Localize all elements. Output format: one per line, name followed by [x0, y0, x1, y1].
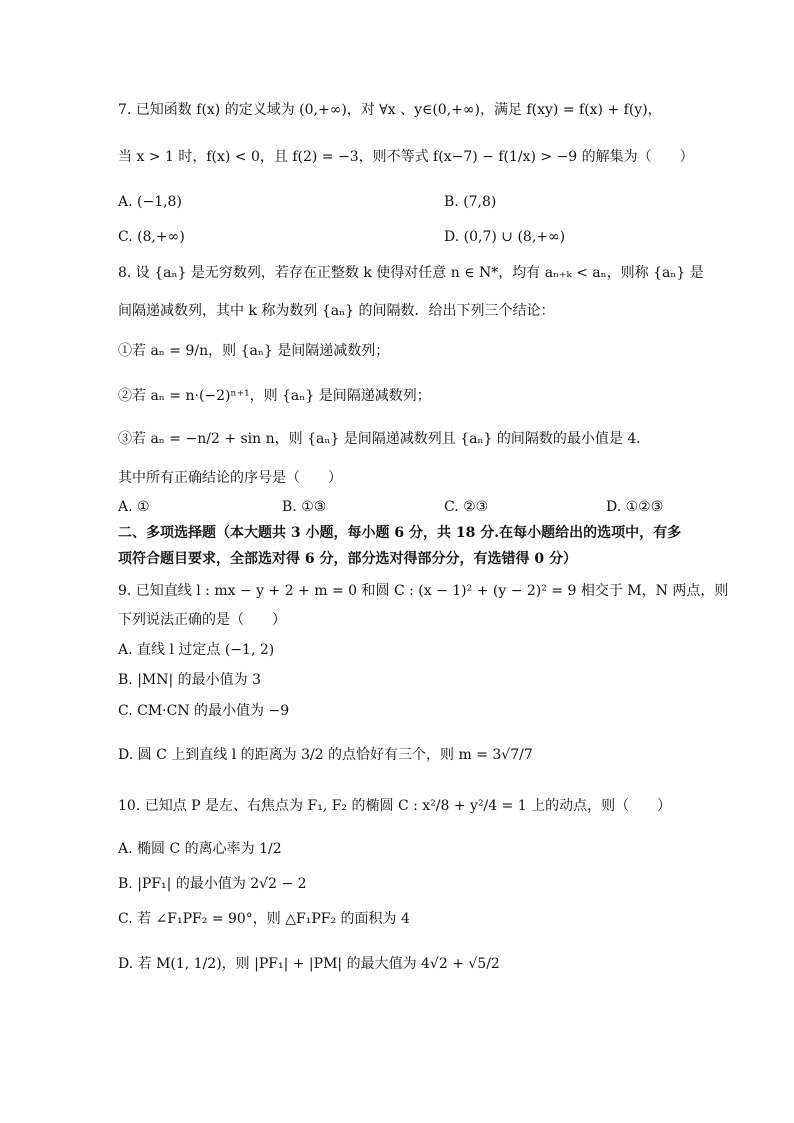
q9-stem-line2: 下列说法正确的是（ ） — [118, 612, 286, 628]
q7-stem-line2: 当 x > 1 时，f(x) < 0，且 f(2) = −3，则不等式 f(x−7) − f(1/x) > −9 的解集为（ ） — [118, 149, 694, 165]
q8-conclusion-1: ①若 aₙ = 9/n，则 {aₙ} 是间隔递减数列； — [118, 343, 390, 359]
q10-option-a: A. 椭圆 C 的离心率为 1/2 — [118, 841, 282, 857]
q8-stem-line1: 8. 设 {aₙ} 是无穷数列，若存在正整数 k 使得对任意 n ∈ N*，均有 aₙ₊ₖ < aₙ，则称 {aₙ} 是 — [118, 265, 704, 281]
q8-option-d: D. ①②③ — [606, 499, 664, 515]
q10-option-b: B. |PF₁| 的最小值为 2√2 − 2 — [118, 876, 307, 892]
q9-option-b: B. |MN| 的最小值为 3 — [118, 672, 262, 688]
q8-ask: 其中所有正确结论的序号是（ ） — [118, 470, 342, 486]
q7-stem-line1: 7. 已知函数 f(x) 的定义域为 (0,+∞)，对 ∀x 、y∈(0,+∞)，满足 f(xy) = f(x) + f(y)， — [118, 102, 662, 118]
section2-heading-line2: 项符合题目要求，全部选对得 6 分，部分选对得部分分，有选错得 0 分） — [118, 551, 577, 567]
q8-conclusion-2: ②若 aₙ = n·(−2)ⁿ⁺¹，则 {aₙ} 是间隔递减数列； — [118, 388, 431, 404]
q10-option-d: D. 若 M(1, 1/2)，则 |PF₁| + |PM| 的最大值为 4√2 + √5/2 — [118, 956, 500, 972]
q8-option-a: A. ① — [118, 499, 150, 515]
section2-heading-line1: 二、多项选择题（本大题共 3 小题，每小题 6 分，共 18 分.在每小题给出的选项中，有多 — [118, 525, 682, 541]
q9-option-c: C. CM·CN 的最小值为 −9 — [118, 703, 290, 719]
q10-stem-line1: 10. 已知点 P 是左、右焦点为 F₁, F₂ 的椭圆 C : x²/8 + y²/4 = 1 上的动点，则（ ） — [118, 798, 672, 814]
q8-option-b: B. ①③ — [282, 499, 327, 515]
q7-option-c: C. (8,+∞) — [118, 229, 185, 245]
q8-conclusion-3: ③若 aₙ = −n/2 + sin n，则 {aₙ} 是间隔递减数列且 {aₙ} 的间隔数的最小值是 4． — [118, 431, 651, 447]
q7-option-b: B. (7,8) — [444, 194, 497, 210]
q7-option-d: D. (0,7) ∪ (8,+∞) — [444, 229, 566, 245]
q10-option-c: C. 若 ∠F₁PF₂ = 90°，则 △F₁PF₂ 的面积为 4 — [118, 911, 410, 927]
q8-option-c: C. ②③ — [444, 499, 489, 515]
q7-option-a: A. (−1,8) — [118, 194, 182, 210]
q8-stem-line2: 间隔递减数列，其中 k 称为数列 {aₙ} 的间隔数．给出下列三个结论： — [118, 303, 555, 319]
q9-option-d: D. 圆 C 上到直线 l 的距离为 3/2 的点恰好有三个，则 m = 3√7/7 — [118, 747, 533, 763]
q9-stem-line1: 9. 已知直线 l : mx − y + 2 + m = 0 和圆 C : (x − 1)² + (y − 2)² = 9 相交于 M，N 两点，则 — [118, 583, 729, 599]
q9-option-a: A. 直线 l 过定点 (−1, 2) — [118, 642, 275, 658]
